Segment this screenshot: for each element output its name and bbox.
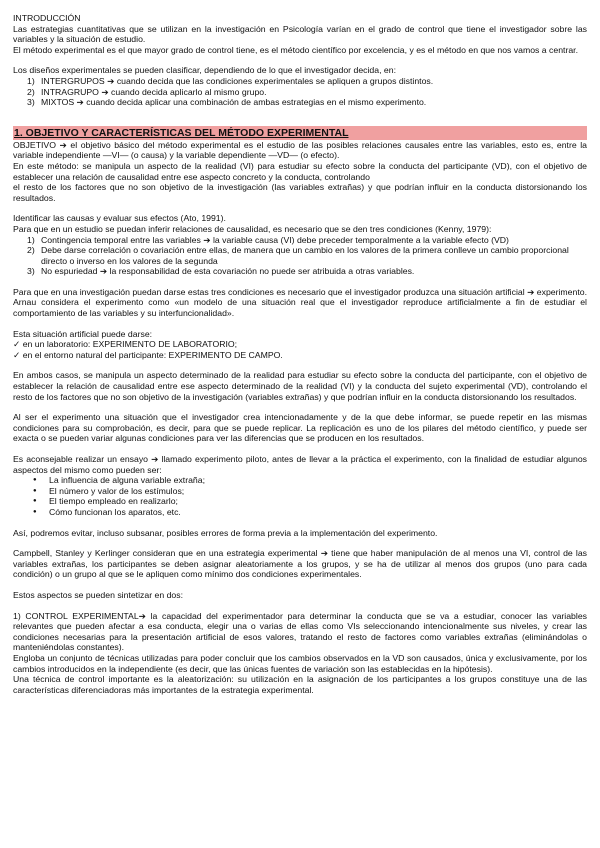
sintetizar-paragraph: Estos aspectos se pueden sintetizar en dos: bbox=[13, 589, 183, 600]
metodo-paragraph: En este método: se manipula un aspecto de la realidad (VI) para estudiar su efecto sobre la conducta del participante (VD), con el objetivo de establecer una relación de causalidad entre ese aspecto concreto y la conducta, controlando bbox=[13, 160, 587, 182]
resto-paragraph: el resto de los factores que no son objetivo de la investigación (las variables extrañas) y que podrían influir en la conducta distorsionando los resultados. bbox=[13, 182, 587, 203]
objetivo-paragraph: OBJETIVO ➔ el objetivo básico del método experimental es el estudio de las posibles relaciones causales entre las variables, esto es, entre la variable independiente —VI— (o causa) y la variable dependiente —VD— (o efecto). bbox=[13, 139, 587, 161]
designs-list bbox=[13, 76, 587, 108]
campbell-paragraph: Campbell, Stanley y Kerlinger consideran que en una estrategia experimental ➔ tiene que haber manipulación de al menos una VI, control de las variables extrañas, los participantes se deben asignar aleatoriamente a los grupos, y se ha de utilizar al menos dos grupos (uno para cada condición) o un grupo al que se le apliquen como mínimo dos condiciones experimentales. bbox=[13, 548, 587, 580]
artificial-paragraph: Para que en una investigación puedan darse estas tres condiciones es necesario que el investigador produzca una situación artificial ➔ experimento. Arnau considera el experimento como «un modelo de una situación real que el investigador reproduce artificialmente a fin de estudiar el comportamiento de las variables y su interfuncionalidad». bbox=[13, 286, 587, 319]
list-item: 1) Contingencia temporal entre las variables ➔ la variable causa (VI) debe preceder temporalmente a la variable efecto (VD) bbox=[27, 234, 509, 245]
replicar-paragraph: Al ser el experimento una situación que el investigador crea intencionadamente y de la que debe informar, se puede repetir en las mismas condiciones para su comprobación, es decir, para que se puede replicar. La replicación es uno de los pilares del método científico, y puede ser exacta o se pueden variar algunas condiciones para ver las diferencias que se producen en los resultados. bbox=[13, 412, 587, 444]
list-item: ● La influencia de alguna variable extraña; bbox=[13, 475, 587, 486]
condiciones-lead: Para que en un estudio se puedan inferir relaciones de causalidad, es necesario que se den tres condiciones (Kenny, 1979): bbox=[13, 223, 492, 234]
evitar-paragraph: Así, podremos evitar, incluso subsanar, posibles errores de forma previa a la implementación del experimento. bbox=[13, 527, 438, 538]
list-item: 3) MIXTOS ➔ cuando decida aplicar una combinación de ambas estrategias en el mismo experimento. bbox=[27, 97, 427, 108]
control-paragraph: 1) CONTROL EXPERIMENTAL➔ la capacidad del experimentador para determinar la conducta que se va a estudiar, conocer las variables relevantes que pueden afectar a esa conducta, elegir una o varias de ellas como VIs seleccionando intencionalmente sus niveles, y crear las condiciones necesarias para la presentación artificial de esos valores, tratando el resto de factores como variables extrañas (eliminándolas o manteniéndolas constantes). bbox=[13, 610, 587, 653]
situacion-lead: Esta situación artificial puede darse: bbox=[13, 328, 153, 339]
situacion-laboratorio: ✓ en un laboratorio: EXPERIMENTO DE LABORATORIO; bbox=[13, 339, 238, 350]
intro-paragraph-1: Las estrategias cuantitativas que se utilizan en la investigación en Psicología varían en el grado de control que tiene el investigador sobre las variables y la situación de estudio. bbox=[13, 23, 587, 45]
ensayo-paragraph: Es aconsejable realizar un ensayo ➔ llamado experimento piloto, antes de llevar a la práctica el experimento, con la finalidad de estudiar algunos aspectos del mismo como pueden ser: bbox=[13, 454, 587, 475]
identificar-paragraph: Identificar las causas y evaluar sus efectos (Ato, 1991). bbox=[13, 213, 226, 224]
section-title: 1. OBJETIVO Y CARACTERÍSTICAS DEL MÉTODO EXPERIMENTAL bbox=[13, 126, 587, 140]
aleatorizacion-paragraph: Una técnica de control importante es la aleatorización: su utilización en la asignación de los participantes a los grupos constituye una de las características diferenciadoras más importantes de la estrategia experimental. bbox=[13, 674, 587, 695]
list-item: ● El tiempo empleado en realizarlo; bbox=[13, 496, 587, 507]
list-item: 2) INTRAGRUPO ➔ cuando decida aplicarlo al mismo grupo. bbox=[27, 86, 267, 97]
list-item: 1) INTERGRUPOS ➔ cuando decida que las condiciones experimentales se apliquen a grupos distintos. bbox=[27, 75, 434, 86]
list-item: 3) No espuriedad ➔ la responsabilidad de esta covariación no puede ser atribuida a otras variables. bbox=[27, 266, 415, 277]
designs-lead: Los diseños experimentales se pueden clasificar, dependiendo de lo que el investigador decida, en: bbox=[13, 65, 396, 76]
intro-paragraph-2: El método experimental es el que mayor grado de control tiene, es el método científico por excelencia, y es el método en que nos vamos a centrar. bbox=[13, 44, 579, 55]
ensayo-list bbox=[13, 475, 587, 517]
intro-heading: INTRODUCCIÓN bbox=[13, 13, 81, 23]
list-item: ● El número y valor de los estímulos; bbox=[13, 486, 587, 497]
list-item: ● Cómo funcionan los aparatos, etc. bbox=[13, 507, 587, 518]
situacion-campo: ✓ en el entorno natural del participante: EXPERIMENTO DE CAMPO. bbox=[13, 349, 283, 360]
document-page bbox=[13, 13, 587, 695]
list-item: 2) Debe darse correlación o covariación entre ellas, de manera que un cambio en los valores de la primera conlleve un cambio proporcional directo o inverso en los valores de la segunda bbox=[27, 245, 569, 266]
engloba-paragraph: Engloba un conjunto de técnicas utilizadas para poder concluir que los cambios observados en la VD son causados, única y exclusivamente, por los cambios introducidos en la independiente (es decir, que las únicas fuentes de variación son las establecidas en la hipótesis). bbox=[13, 652, 587, 674]
ambos-paragraph: En ambos casos, se manipula un aspecto determinado de la realidad para estudiar su efecto sobre la conducta del participante, con el objetivo de establecer la relación de causalidad entre ese aspecto determinado de la realidad (VI) y la conducta del sujeto experimental (VD), controlando el resto de los factores que no son objetivo de la investigación (variables extrañas) y que podrían influir en la conducta distorsionando los resultados. bbox=[13, 370, 587, 402]
condiciones-list bbox=[13, 235, 587, 277]
